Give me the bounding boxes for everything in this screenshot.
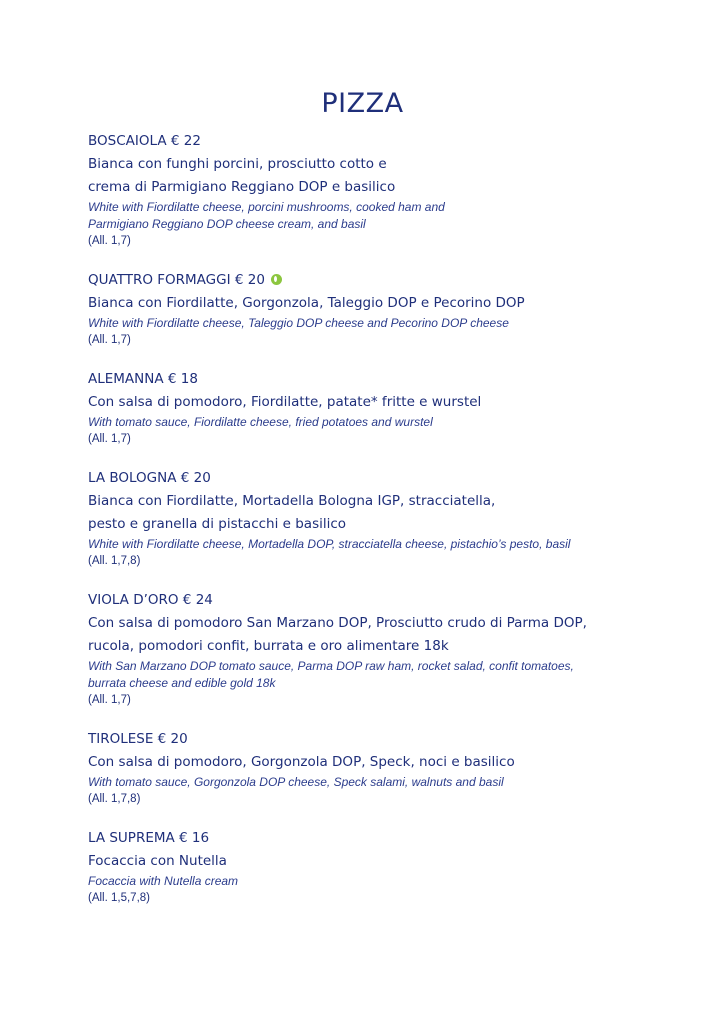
item-english-line: Parmigiano Reggiano DOP cheese cream, and basil	[88, 217, 366, 231]
item-description	[88, 292, 708, 315]
pizza-menu-list	[88, 131, 708, 927]
item-description	[88, 612, 708, 658]
menu-item-boscaiola	[88, 131, 708, 249]
item-description	[88, 850, 708, 873]
item-description-line: Con salsa di pomodoro, Gorgonzola DOP, Speck, noci e basilico	[88, 754, 515, 770]
item-name: LA SUPREMA € 16	[88, 830, 210, 846]
item-allergens: (All. 1,7)	[88, 694, 131, 706]
item-english-description	[88, 873, 708, 890]
item-english-description	[88, 774, 708, 791]
item-english-line: burrata cheese and edible gold 18k	[88, 676, 276, 690]
item-name: VIOLA D’ORO € 24	[88, 592, 213, 608]
item-allergens: (All. 1,7)	[88, 334, 131, 346]
item-name: ALEMANNA € 18	[88, 371, 198, 387]
item-description-line: rucola, pomodori confit, burrata e oro alimentare 18k	[88, 638, 449, 654]
menu-item-alemanna	[88, 369, 708, 447]
menu-item-quattro-formaggi	[88, 270, 708, 348]
item-english-description	[88, 536, 708, 553]
item-name: LA BOLOGNA € 20	[88, 470, 211, 486]
item-name: TIROLESE € 20	[88, 731, 188, 747]
item-english-line: With tomato sauce, Gorgonzola DOP cheese, Speck salami, walnuts and basil	[88, 775, 504, 789]
item-english-line: White with Fiordilatte cheese, porcini mushrooms, cooked ham and	[88, 200, 445, 214]
menu-item-la-suprema	[88, 828, 708, 906]
item-name: QUATTRO FORMAGGI € 20	[88, 272, 265, 288]
item-description-line: crema di Parmigiano Reggiano DOP e basilico	[88, 179, 396, 195]
item-allergens: (All. 1,7)	[88, 433, 131, 445]
item-description	[88, 153, 708, 199]
item-description-line: Bianca con Fiordilatte, Mortadella Bologna IGP, stracciatella,	[88, 493, 496, 509]
item-allergens: (All. 1,7,8)	[88, 793, 141, 805]
item-allergens: (All. 1,5,7,8)	[88, 892, 150, 904]
item-description-line: Bianca con funghi porcini, prosciutto cotto e	[88, 156, 387, 172]
item-description-line: Focaccia con Nutella	[88, 853, 227, 869]
item-description-line: Con salsa di pomodoro, Fiordilatte, patate* fritte e wurstel	[88, 394, 482, 410]
item-description	[88, 490, 708, 536]
menu-item-viola-doro	[88, 590, 708, 708]
item-description-line: Con salsa di pomodoro San Marzano DOP, Prosciutto crudo di Parma DOP,	[88, 615, 587, 631]
leaf-icon	[271, 274, 282, 285]
item-description	[88, 751, 708, 774]
item-description-line: pesto e granella di pistacchi e basilico	[88, 516, 347, 532]
item-description	[88, 391, 708, 414]
item-english-line: With San Marzano DOP tomato sauce, Parma DOP raw ham, rocket salad, confit tomatoes,	[88, 659, 574, 673]
item-description-line: Bianca con Fiordilatte, Gorgonzola, Taleggio DOP e Pecorino DOP	[88, 295, 525, 311]
item-english-description	[88, 414, 708, 431]
item-name-row	[88, 270, 708, 290]
page-title: PIZZA	[321, 88, 404, 119]
menu-item-la-bologna	[88, 468, 708, 569]
item-allergens: (All. 1,7)	[88, 235, 131, 247]
item-english-line: White with Fiordilatte cheese, Taleggio DOP cheese and Pecorino DOP cheese	[88, 316, 509, 330]
menu-item-tirolese	[88, 729, 708, 807]
item-english-line: With tomato sauce, Fiordilatte cheese, fried potatoes and wurstel	[88, 415, 433, 429]
item-english-line: Focaccia with Nutella cream	[88, 874, 239, 888]
item-english-description	[88, 199, 708, 233]
item-english-description	[88, 315, 708, 332]
item-allergens: (All. 1,7,8)	[88, 555, 141, 567]
item-name: BOSCAIOLA € 22	[88, 133, 201, 149]
item-english-line: White with Fiordilatte cheese, Mortadella DOP, stracciatella cheese, pistachio’s pesto, basil	[88, 537, 571, 551]
item-english-description	[88, 658, 708, 692]
